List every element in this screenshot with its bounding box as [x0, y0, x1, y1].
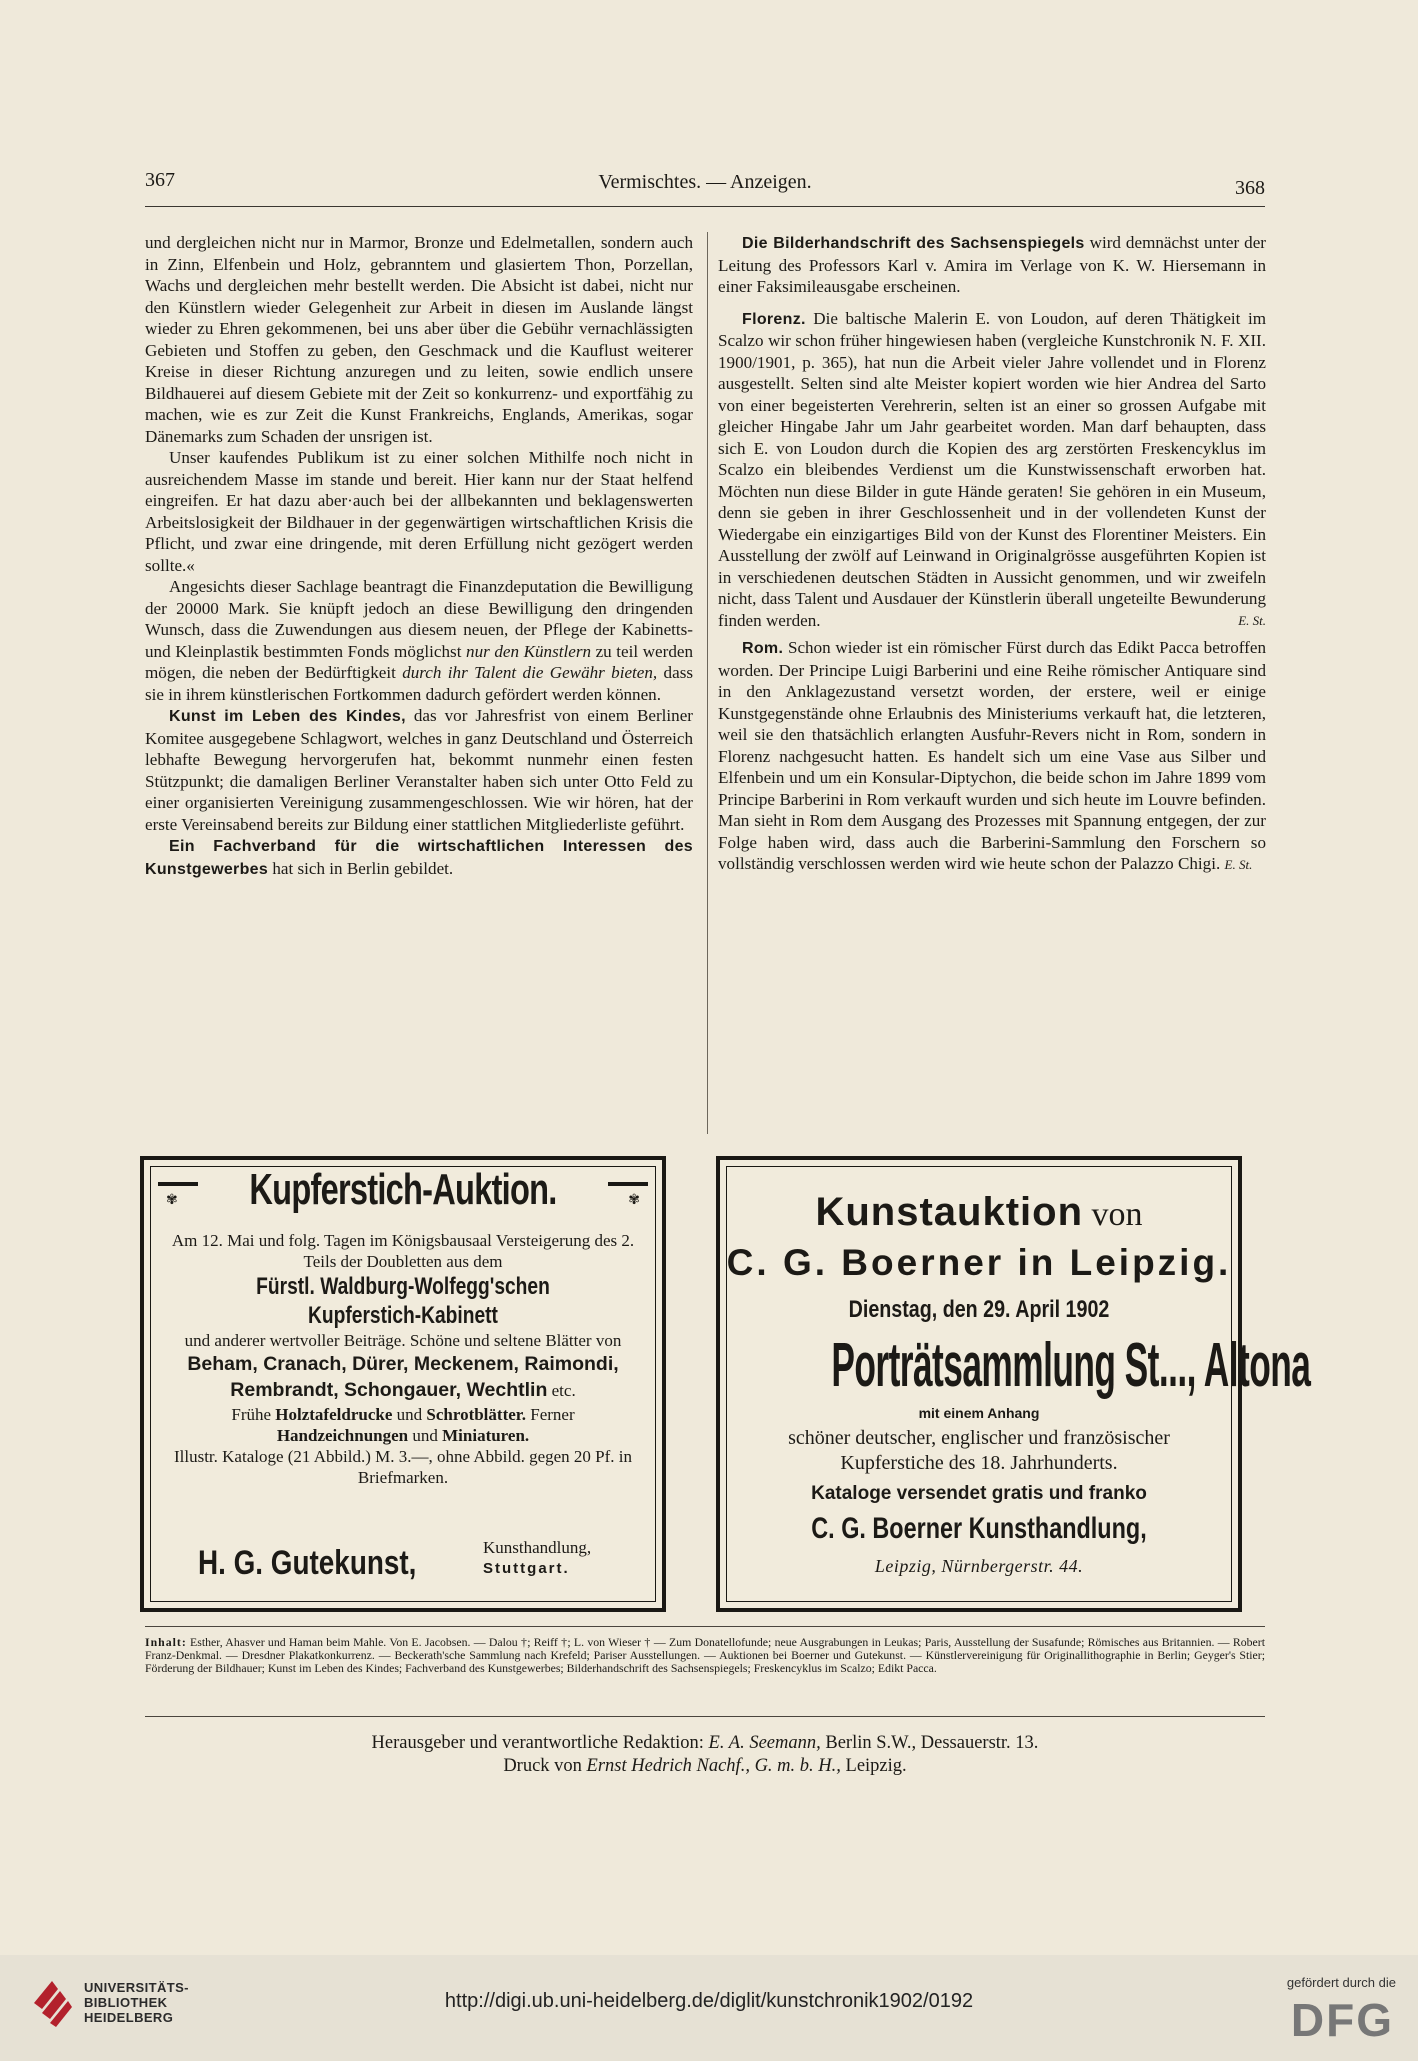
running-header: [145, 165, 1265, 205]
ad-line: Fürstl. Waldburg-Wolfegg'schen: [256, 1273, 550, 1300]
firm-sub: Kunsthandlung,: [483, 1538, 592, 1557]
paragraph: Kunst im Leben des Kindes, das vor Jahresfrist von einem Berliner Komitee ausgegebene Schlagwort, welches in ganz Deutschland und Österreich lebhafte Bewegung hervorgerufen hat, bekommt nunmehr einen festen Stützpunkt; die damaligen Berliner Veranstalter haben sich unter Otto Feld zu einer organisierten Vereinigung zusammengeschlossen. Wie wir hören, hat der erste Vereinsabend bereits zur Bildung einer stattlichen Mitgliederliste geführt.: [145, 706, 693, 834]
ad-line: C. G. Boerner in Leipzig.: [726, 1242, 1232, 1283]
left-column: [145, 232, 693, 880]
advertisement-kupferstich-auktion: [140, 1156, 666, 1612]
ad-line: schöner deutscher, englischer und französischer Kupferstiche des 18. Jahrhunderts.: [788, 1427, 1170, 1474]
section-heading: Ein Fachverband für die wirtschaftlichen Interessen des Kunstgewerbes: [145, 838, 693, 878]
paragraph: und dergleichen nicht nur in Marmor, Bronze und Edelmetallen, sondern auch in Zinn, Elfenbein und Holz, gebranntem und glasiertem Thon, Porzellan, Wachs und dergleichen mehr bestellt werden. Die Absicht ist dabei, nicht nur den Künstlern wieder Gelegenheit zur Arbeit in diesen im Auslande längst wieder zu Ehren gekommenen, bei uns aber über die Gebühr vernachlässigten Gebieten und Stoffen zu geben, den Geschmack und die Kauflust weiterer Kreise in dieser Richtung anzuregen und zu leiten, sowie endlich unsere Bildhauerei auf diesem Gebiete mit der Zeit so konkurrenz- und exportfähig zu machen, wie es zur Zeit die Kunst Frankreichs, Englands, Amerikas, sogar Dänemarks zum Schaden der unsrigen ist.: [145, 233, 693, 446]
section-heading: Kunst im Leben des Kindes,: [169, 708, 406, 725]
divider-rule: [145, 1626, 1265, 1627]
ad-line: Frühe Holztafeldrucke und Schrotblätter. Ferner Handzeichnungen und Miniaturen.: [231, 1405, 575, 1445]
right-column: [718, 232, 1266, 876]
ad-line: Leipzig, Nürnbergerstr. 44.: [874, 1556, 1084, 1576]
ad-line: Dienstag, den 29. April 1902: [848, 1296, 1110, 1323]
firm-name: H. G. Gutekunst,: [198, 1544, 417, 1582]
page-number-left: 367: [145, 169, 175, 191]
dfg-logo[interactable]: DFG: [1290, 1994, 1394, 2046]
paragraph: Unser kaufendes Publikum ist zu einer solchen Mithilfe noch nicht in ausreichendem Masse im stande und bereit. Hier kann nur der Staat helfend eingreifen. Er hat dazu aber·auch bei der allbekannten und beklagenswerten Arbeitslosigkeit der Bildhauer in der gegenwärtigen wirtschaftlichen Krisis die Pflicht, und zwar eine dringende, mit deren Erfüllung nicht gezögert werden sollte.«: [145, 448, 693, 575]
imprint-publisher: Herausgeber und verantwortliche Redaktion: E. A. Seemann, Berlin S.W., Dessauerstr. 13.: [371, 1733, 1039, 1753]
funding-text: gefördert durch die: [1286, 1975, 1396, 1990]
ad-line: Am 12. Mai und folg. Tagen im Königsbausaal Versteigerung des 2. Teils der Doubletten aus dem: [171, 1231, 635, 1271]
ornament-icon: ✾: [628, 1192, 640, 1208]
ad-line: Beham, Cranach, Dürer, Meckenem, Raimondi,: [187, 1353, 619, 1375]
ad-body: [166, 1230, 640, 1488]
advertisement-kunstauktion: [716, 1156, 1311, 1612]
section-heading: Florenz.: [742, 310, 806, 328]
institution-name[interactable]: UNIVERSITÄTS- BIBLIOTHEK HEIDELBERG: [84, 1980, 189, 2025]
ad-line: Kupferstich-Kabinett: [308, 1302, 498, 1329]
ornament-rule: [158, 1182, 198, 1186]
table-of-contents: [145, 1636, 1265, 1675]
running-title: Vermischtes. — Anzeigen.: [598, 171, 812, 193]
ad-title: Kunstauktion von: [815, 1190, 1143, 1234]
paragraph: Ein Fachverband für die wirtschaftlichen Interessen des Kunstgewerbes hat sich in Berlin gebildet.: [145, 838, 693, 878]
ad-line: Kataloge versendet gratis und franko: [811, 1483, 1147, 1504]
ad-firm: [198, 1538, 618, 1594]
paragraph: Angesichts dieser Sachlage beantragt die Finanzdeputation die Bewilligung der 20000 Mark. Sie knüpft jedoch an diese Bewilligung den dringenden Wunsch, dass die Zuwendungen aus diesem neuen, der Pflege der Kabinetts- und Kleinplastik bestimmten Fonds möglichst nur den Künstlern zu teil werden mögen, die neben der Bedürftigkeit durch ihr Talent die Gewähr bieten, dass sie in ihrem künstlerischen Fortkommen dadurch gefördert werden können.: [145, 577, 694, 704]
ornament-rule: [608, 1182, 648, 1186]
firm-city: Stuttgart.: [483, 1560, 570, 1577]
ad-line: mit einem Anhang: [918, 1405, 1040, 1421]
ad-line: C. G. Boerner Kunsthandlung,: [811, 1512, 1147, 1545]
ad-line: Rembrandt, Schongauer, Wechtlin etc.: [230, 1379, 576, 1401]
ad-line: Illustr. Kataloge (21 Abbild.) M. 3.—, ohne Abbild. gegen 20 Pf. in Briefmarken.: [173, 1447, 632, 1487]
toc-text: Esther, Ahasver und Haman beim Mahle. Von E. Jacobsen. — Dalou †; Reiff †; L. von Wieser † — Zum Donatellofunde; neue Ausgrabungen in Leukas; Paris, Ausstellung der Susafunde; Römisches aus Britannien. — Robert Franz-Denkmal. — Dresdner Plakatkonkurrenz. — Beckerath'sche Sammlung nach Krefeld; Pariser Ausstellungen. — Auktionen bei Boerner und Gutekunst. — Künstlervereinigung für Originallithographie in Berlin; Geyger's Stier; Förderung der Bildhauer; Kunst im Leben des Kindes; Fachverband des Kunstgewerbes; Bilderhandschrift des Sachsenspiegels; Freskencyklus im Scalzo; Edikt Pacca.: [145, 1635, 1265, 1675]
ad-title: Kupferstich-Auktion.: [249, 1165, 557, 1214]
toc-label: Inhalt:: [145, 1635, 187, 1649]
imprint-printer: Druck von Ernst Hedrich Nachf., G. m. b. H., Leipzig.: [503, 1756, 907, 1776]
author-initials: E. St.: [1238, 612, 1266, 628]
ad-line: Porträtsammlung St..., Altona: [831, 1331, 1311, 1400]
author-initials: E. St.: [1224, 857, 1253, 872]
permalink-url[interactable]: http://digi.ub.uni-heidelberg.de/diglit/kunstchronik1902/0192: [444, 1990, 974, 2012]
header-rule: [145, 206, 1265, 207]
ad-line: und anderer wertvoller Beiträge. Schöne und seltene Blätter von: [184, 1331, 622, 1350]
section-heading: Rom.: [742, 640, 784, 657]
paragraph: Die Bilderhandschrift des Sachsenspiegels wird demnächst unter der Leitung des Professors Karl v. Amira im Verlage von K. W. Hiersemann in einer Faksimileausgabe erscheinen.: [718, 233, 1266, 296]
divider-rule: [145, 1716, 1265, 1717]
page-number-right: 368: [1235, 177, 1265, 199]
paragraph: Rom. Schon wieder ist ein römischer Fürst durch das Edikt Pacca betroffen worden. Der Principe Luigi Barberini und eine Reihe römischer Antiquare sind in den Anklagezustand versetzt worden, der erstere, weil er einige Kunstgegenstände ohne Erlaubnis des Ministeriums verkauft hat, die letzteren, weil sie den thatsächlich erlangten Ausfuhr-Revers nicht in Rom, sondern in Florenz nachgesucht hatten. Es handelt sich um eine Vase aus Silber und Elfenbein und um ein Konsular-Diptychon, die beide schon im Jahre 1899 vom Principe Barberini in Rom verkauft wurden und sich heute im Louvre befinden. Man sieht in Rom dem Ausgang des Prozesses mit Spannung entgegen, der zur Folge haben wird, dass auch die Barberini-Sammlung den Forschern so vollständig verschlossen werden wird wie heute schon der Palazzo Chigi. E. St.: [718, 638, 1266, 873]
ornament-icon: ✾: [166, 1192, 178, 1208]
section-heading: Die Bilderhandschrift des Sachsenspiegels: [742, 235, 1085, 252]
column-divider: [707, 232, 708, 1134]
paragraph: Florenz. Die baltische Malerin E. von Loudon, auf deren Thätigkeit im Scalzo wir schon früher hingewiesen haben (vergleiche Kunstchronik N. F. XII. 1900/1901, p. 365), hat nun die Arbeit vieler Jahre vollendet und in Florenz ausgestellt. Selten sind alte Meister kopiert worden wie hier Andrea del Sarto von einer begeisterten Verehrerin, selten ist an einer so grossen Aufgabe mit gleicher Hingabe Jahr um Jahr gearbeitet worden. Man darf behaupten, dass sich E. von Loudon durch die Kopien des arg zerstörten Freskencyklus im Scalzo ein bleibendes Verdienst um die Kunstwissenschaft erworben hat. Möchten nun diese Bilder in gute Hände geraten! Sie gehören in ein Museum, denn sie geben in ihrer Geschlossenheit und in der vollendeten Kunst der Wiedergabe ein einzigartiges Bild von der Kunst des Florentiner Meisters. Ein Ausstellung der zwölf auf Leinwand in Originalgrösse ausgeführten Kopien ist in verschiedenen deutschen Städten in Aussicht genommen, und wir zweifeln nicht, dass Talent und Ausdauer der Künstlerin überall ungeteilte Bewunderung finden werden. E. St.: [718, 308, 1266, 630]
